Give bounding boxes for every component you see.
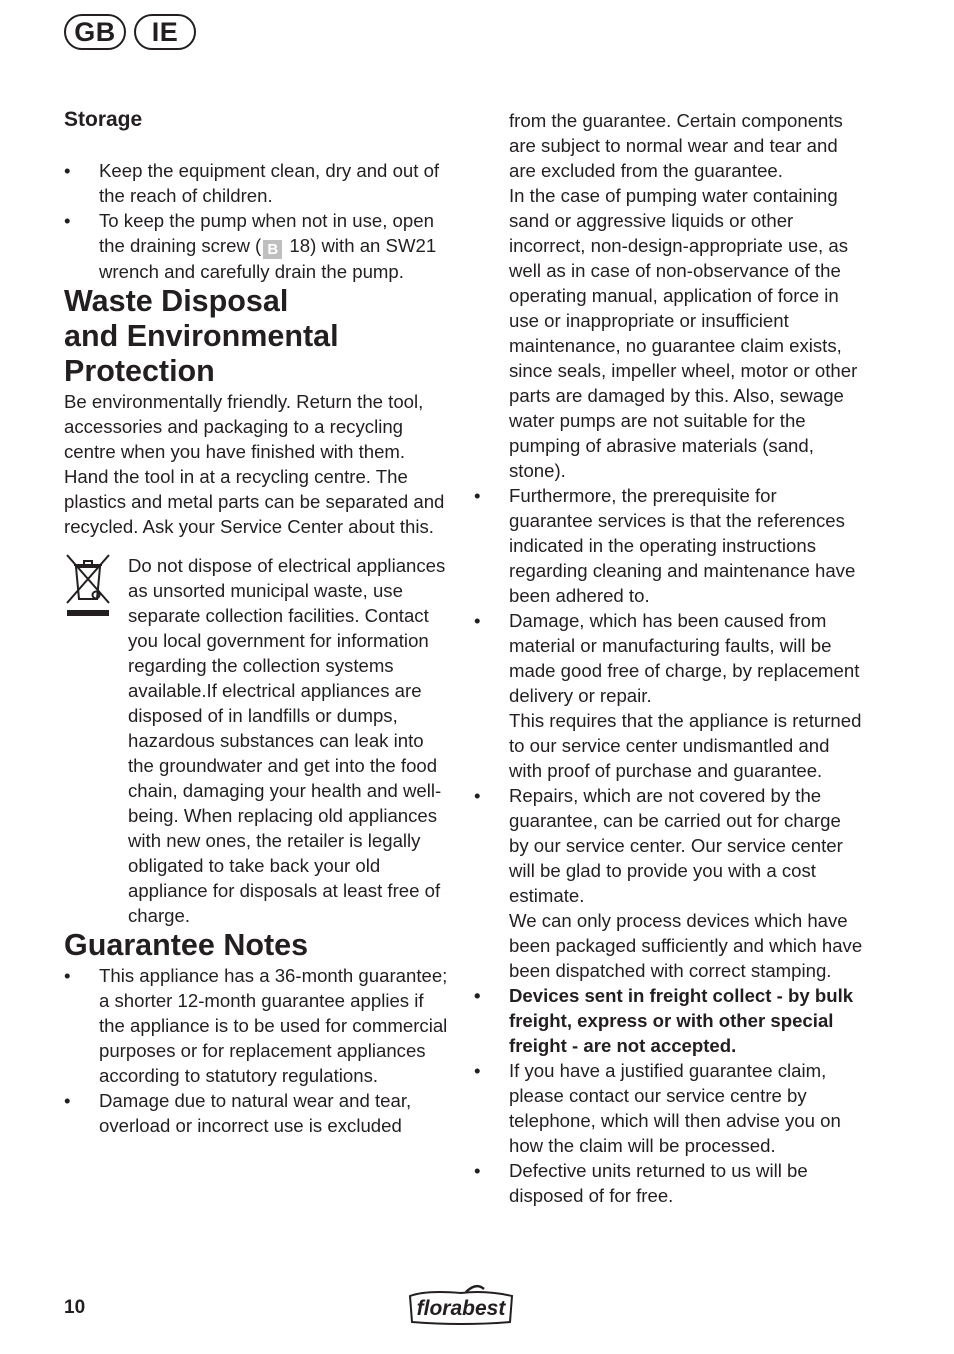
continuation-text: [474, 108, 864, 483]
crossed-out-bin-icon: [64, 553, 112, 619]
list-item: • Furthermore, the prerequisite for guarantee services is that the references indicated in the operating instructions regarding cleaning and maintenance have been adhered to.: [474, 483, 864, 608]
guarantee-continuation: [474, 108, 864, 483]
weee-text: Do not dispose of electrical appliances as unsorted municipal waste, use separate collection facilities. Contact you local government for information regarding the collection systems available.If electrical appliances are disposed of in landfills or dumps, hazardous substances can leak into the groundwater and get into the food chain, damaging your health and well-being. When replacing old appliances with new ones, the retailer is legally obligated to take back your old appliance for disposals at least free of charge.: [128, 555, 446, 926]
waste-disposal-heading: [64, 284, 450, 389]
figure-reference-icon: B: [263, 240, 282, 259]
heading-line: Waste Disposal: [64, 284, 289, 318]
guarantee-notes-heading: Guarantee Notes: [64, 928, 309, 962]
list-item: [474, 608, 864, 783]
list-item-text: This requires that the appliance is returned to our service center undismantled and with proof of purchase and guarantee.: [509, 710, 862, 781]
page-number: 10: [64, 1297, 86, 1318]
list-item: • Defective units returned to us will be disposed of for free.: [474, 1158, 864, 1208]
language-badge-gb: GB: [64, 14, 126, 50]
weee-notice: [64, 553, 450, 928]
heading-line: Protection: [64, 354, 215, 388]
continuation-paragraph: In the case of pumping water containing sand or aggressive liquids or other incorrect, non-design-appropriate use, as well as in case of non-observance of the operating manual, application of force in use or inappropriate or insufficient maintenance, no guarantee claim exists, since seals, impeller wheel, motor or other parts are damaged by this. Also, sewage water pumps are not suitable for the pumping of abrasive materials (sand, stone).: [509, 185, 858, 481]
list-item-text: We can only process devices which have been packaged sufficiently and which have been dispatched with correct stamping.: [509, 910, 863, 981]
guarantee-list-right: [474, 483, 864, 1208]
guarantee-list-left: [64, 963, 450, 1138]
list-item-text: Damage, which has been caused from material or manufacturing faults, will be made good free of charge, by replacement delivery or repair.: [509, 610, 860, 706]
right-column: [474, 108, 864, 1208]
language-badge-ie: IE: [134, 14, 196, 50]
list-item: • Keep the equipment clean, dry and out of the reach of children.: [64, 158, 450, 208]
list-item: • This appliance has a 36-month guarantee; a shorter 12-month guarantee applies if the appliance is to be used for commercial purposes or for replacement appliances according to statutory regulations.: [64, 963, 450, 1088]
storage-heading: Storage: [64, 108, 143, 131]
list-item: [474, 783, 864, 983]
storage-list: [64, 158, 450, 284]
florabest-logo: [406, 1284, 516, 1326]
logo-text: florabest: [416, 1297, 506, 1320]
list-item-bold: • Devices sent in freight collect - by bulk freight, express or with other special freight - are not accepted.: [474, 983, 864, 1058]
language-badges: [64, 14, 196, 50]
heading-line: and Environmental: [64, 319, 339, 353]
continuation-paragraph: from the guarantee. Certain components are subject to normal wear and tear and are excluded from the guarantee.: [509, 110, 843, 181]
list-item: [64, 208, 450, 284]
list-item-text: To keep the pump when not in use, open the draining screw (: [99, 210, 434, 256]
waste-paragraph: Be environmentally friendly. Return the tool, accessories and packaging to a recycling centre when you have finished with them. Hand the tool in at a recycling centre. The plastics and metal parts can be separated and recycled. Ask your Service Center about this.: [64, 391, 445, 537]
list-item: • Damage due to natural wear and tear, overload or incorrect use is excluded: [64, 1088, 450, 1138]
list-item: • If you have a justified guarantee claim, please contact our service centre by telephone, which will then advise you on how the claim will be processed.: [474, 1058, 864, 1158]
list-item-text: Repairs, which are not covered by the guarantee, can be carried out for charge by our service center. Our service center will be glad to provide you with a cost estimate.: [509, 785, 843, 906]
list-item-text: 18) with an SW21 wrench and carefully drain the pump.: [99, 235, 437, 282]
left-column: [64, 108, 450, 1138]
